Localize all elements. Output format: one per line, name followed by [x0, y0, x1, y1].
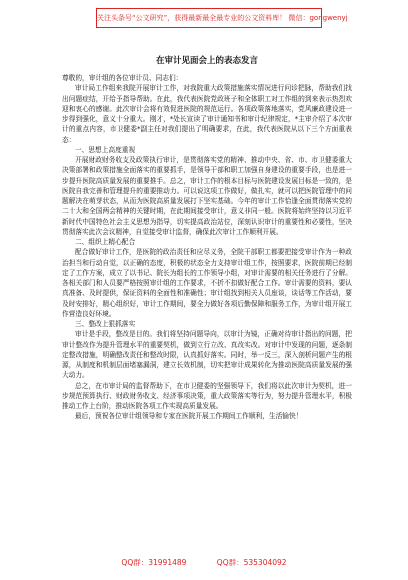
closing-paragraph: 最后，预祝各位审计组领导和专家在医院开展工作期间工作顺利，生活愉快！: [75, 412, 303, 421]
footer-qq-group-1: QQ群：31991489: [121, 558, 187, 567]
section-paragraph-2: 配合做好审计工作，是医院的政治责任和应尽义务，全院干部职工都要把接受审计作为一种政治担当和行动自觉，以正确的态度，积极的状态全力支持审计组工作，按照要求，医院前期已经制定了工作方案，成立了以书记、院长为组长的工作领导小组，对审计需要的相关任务进行了分解。各相关部门和人员要严格按照审计组的工作要求，不折不扣做好配合工作。审计需要的资料，要认真准备、及时提供，保证资料的全面性和准确性；审计组找到相关人员座谈，谈话等工作活动，要及时安排好，精心组织好，审计工作期间，要全力做好各项后勤保障和服务工作，为审计组开展工作营造良好环境。: [62, 248, 352, 318]
salutation: 尊敬的，审计组的各位审计员、同志们：: [62, 74, 183, 82]
section-heading-3: 三、整改上狠抓落实: [75, 320, 136, 328]
section-heading-1: 一、思想上高度重视: [75, 145, 136, 154]
section-paragraph-1: 开展财政财务收支及政策执行审计，是贯彻落实党的精神、推动中央、省、市、市卫健委重大决策部署和政策措施全面落实的重要抓手，是领导干部和职工加强自身建设的重要手段，也是进一步提升医院高质量发展的重要推手。总之，审计工作的根本目标与医院建设发展目标是一致的，是医院自我完善和管理提升的重要推动力。可以说这项工作做好，做扎实，就可以把医院管理中的问题解决在萌芽状态，从而为医院高质量发展打下坚实基础。今年的审计工作恰逢全面贯彻落实党的二十大和全国两会精神的关键时期，在此期间接受审计，意义非同一般。医院将始终坚持以习近平新时代中国特色社会主义思想为指导，切实提高政治站位，深刻认识审计的重要性和必要性，坚决贯彻落实此次会议精神，自觉接受审计监督，确保此次审计工作顺利开展。: [62, 156, 352, 236]
footer-contact-bar: [0, 557, 408, 571]
top-banner: [0, 0, 408, 34]
intro-paragraph: 审计局工作组来我院开展审计工作，对我院重大政策措施落实情况进行问诊把脉，帮助我们找出问题症结，开给予指导帮助。在此，我代表医院党政班子和全体职工对工作组的到来表示热烈欢迎和衷心的感谢。此次审计会将有效促进医院的规范运行。各项政策落地落实，党风廉政建设进一步得到强化，意义十分重大。刚才，*处长宣读了审计通知书和审计纪律规定，*主审介绍了本次审计的重点内容，市卫健委*副主任对我们提出了明确要求，在此，我代表医院从以下三个方面重表态：: [62, 84, 352, 144]
footer-qq-group-2: QQ群：535304092: [216, 558, 287, 567]
section-paragraph-3: 审计是手段，整改是目的。我们将坚持问题导向，以审计为镜，正确对待审计指出的问题，把审计整改作为提升管理水平的重要契机，做到立行立改、真改实改。对审计中发现的问题，逐条制定整改措施，明确整改责任和整改时限，认真抓好落实。同时，举一反三，深入剖析问题产生的根源，从制度和机制层面堵塞漏洞，建立长效机制，切实把审计成果转化为推动医院高质量发展的强大动力。: [62, 330, 352, 380]
summary-paragraph: 总之，在市审计局的监督帮助下，在市卫健委的坚强领导下，我们将以此次审计为契机，进一步规范预算执行、财政财务收支、经济事项决策，重大政策落实等行为，努力提升管理水平，积极推动工作上台阶，推动医院各项工作实现高质量发展。: [62, 381, 352, 410]
section-heading-2: 二、组织上精心配合: [75, 238, 136, 246]
document-title: 在审计见面会上的表态发言: [155, 56, 258, 66]
banner-box: [96, 8, 348, 28]
document-body: [62, 54, 352, 422]
banner-text: 关注头条号“公文研究”，获得最新最全最专业的公文资料库！ 微信：gongwenyj: [97, 14, 348, 22]
